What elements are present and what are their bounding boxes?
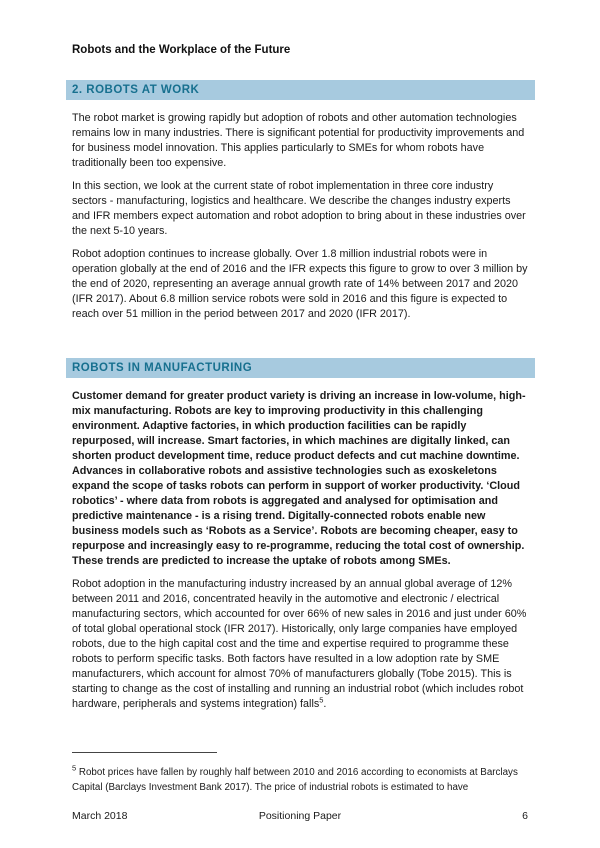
paragraph-robot-adoption-global: Robot adoption continues to increase globally. Over 1.8 million industrial robots were in operation globally at the end of 2016 and the IFR expects this figure to grow to over 3 million by the end of 2020, representing an average annual growth rate of 14% between 2017 and 2020 (IFR 2017). About 6.8 million service robots were sold in 2016 and this figure is expected to reach over 51 million in the period between 2017 and 2020 (IFR 2017). <box>72 248 528 320</box>
paragraph-manufacturing-lead: Customer demand for greater product variety is driving an increase in low-volume, high-mix manufacturing. Robots are key to improving productivity in this challenging environment. Adaptive factories, in which production facilities can be rapidly repurposed, will increase. Smart factories, in which machines are digitally linked, can shorten product development time, reduce product defects and cut machine downtime. Advances in collaborative robots and assistive technologies such as exoskeletons expand the scope of tasks robots can perform in support of worker productivity. ‘Cloud robotics’ - where data from robots is aggregated and analysed for optimisation and predictive maintenance - is a rising trend. Digitally-connected robots enable new business models such as ‘Robots as a Service’. Robots are becoming cheaper, easy to repurpose and increasingly easy to re-programme, reducing the total cost of ownership. These trends are predicted to increase the uptake of robots among SMEs. <box>72 390 526 567</box>
footnote-reference-5: 5 <box>319 695 324 705</box>
paragraph-manufacturing-adoption <box>72 577 530 712</box>
paragraph-section-overview: In this section, we look at the current state of robot implementation in three core industry sectors - manufacturing, logistics and healthcare. We describe the changes industry experts and IFR members expect automation and robot adoption to bring about in these industries over the next 5-10 years. <box>72 180 526 237</box>
paragraph-text-end: . <box>323 698 327 710</box>
footnote-separator-rule <box>72 752 217 753</box>
document-title: Robots and the Workplace of the Future <box>72 44 291 56</box>
section-heading-label: ROBOTS IN MANUFACTURING <box>72 362 253 374</box>
footer-document-type: Positioning Paper <box>258 810 342 822</box>
footer-page-number: 6 <box>522 810 529 822</box>
paragraph-text: Robot adoption in the manufacturing industry increased by an annual global average of 12% between 2011 and 2016, concentrated heavily in the automotive and electronic / electrical manufacturing sectors, which accounted for over 66% of new sales in 2016 and just under 60% of total global operational stock (IFR 2017). Historically, only large companies have employed robots, due to the high capital cost and the time and expertise required to programme these robots to perform specific tasks. Both factors have resulted in a low adoption rate by SME manufacturers, which account for almost 70% of manufacturers globally (Tobe 2015). This is starting to change as the cost of installing and running an industrial robot (which includes robot hardware, peripherals and systems integration) falls <box>72 578 527 710</box>
footnote-text: Robot prices have fallen by roughly half between 2010 and 2016 according to economists at Barclays Capital (Barclays Investment Bank 2017). The price of industrial robots is estimated to have <box>72 767 518 793</box>
page-content <box>72 0 530 720</box>
section-heading-robots-in-manufacturing <box>66 358 535 378</box>
footnote-5 <box>72 765 530 795</box>
section-heading-label: 2. ROBOTS AT WORK <box>72 84 200 96</box>
paragraph-robot-market: The robot market is growing rapidly but adoption of robots and other automation technologies remains low in many industries. There is significant potential for productivity improvements and for business model innovation. This applies particularly to SMEs for whom robots have traditionally been too expensive. <box>72 112 525 169</box>
footnote-marker: 5 <box>72 763 77 773</box>
footer-date: March 2018 <box>72 810 128 822</box>
footnote-area <box>72 752 530 795</box>
page-footer <box>72 810 528 822</box>
section-heading-robots-at-work <box>66 80 535 100</box>
